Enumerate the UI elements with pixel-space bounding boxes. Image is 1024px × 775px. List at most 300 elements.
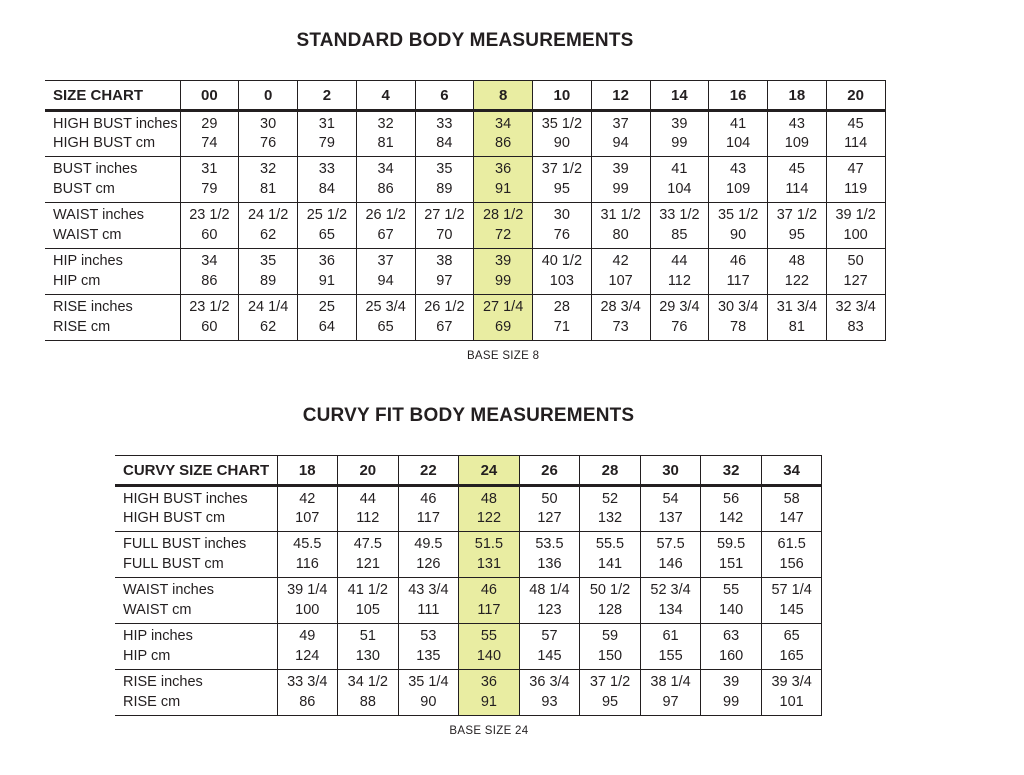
inches-value: 31 3/4 [776, 299, 818, 315]
cm-value: 62 [260, 226, 277, 243]
measurement-label-cell [115, 486, 277, 532]
inches-value: 25 3/4 [365, 299, 406, 315]
inches-value: 33 [436, 115, 453, 132]
measurement-value-cell [519, 670, 580, 716]
inches-value: 49 [299, 628, 316, 644]
cm-value: 147 [779, 510, 804, 526]
size-chart-header-label: CURVY SIZE CHART [115, 456, 277, 486]
measurement-label-cell [115, 532, 277, 578]
size-header-cell: 20 [826, 81, 885, 111]
inches-value: 48 1/4 [529, 582, 570, 598]
measurement-value-cell [709, 249, 768, 295]
inches-value: 40 1/2 [541, 253, 583, 269]
measurement-value-cell [761, 578, 822, 624]
inches-value: 39 3/4 [771, 674, 812, 690]
inches-value: 29 3/4 [659, 299, 700, 315]
measurement-value-cell [519, 486, 580, 532]
inches-value: 45.5 [293, 536, 322, 552]
measurement-value-cell [298, 111, 357, 157]
measurement-value-cell [398, 578, 459, 624]
measurement-label-cell [45, 249, 180, 295]
measurement-row [45, 111, 885, 157]
inches-value: 28 3/4 [600, 299, 641, 315]
measurement-value-cell [398, 624, 459, 670]
measurement-value-cell [768, 295, 827, 341]
cm-value: 107 [608, 272, 633, 289]
cm-value: 67 [436, 318, 453, 335]
inches-value: 41 [671, 161, 688, 177]
inches-value: 30 3/4 [717, 299, 759, 315]
measurement-value-cell [338, 624, 399, 670]
measurement-value-cell [398, 532, 459, 578]
measurement-label-cell [115, 670, 277, 716]
cm-value: 81 [377, 135, 394, 151]
inches-value: 34 [495, 115, 512, 132]
inches-value: 37 [377, 253, 394, 269]
size-header-cell: 12 [591, 81, 650, 111]
cm-value: 80 [612, 226, 629, 243]
cm-value: 135 [416, 647, 441, 664]
measurement-value-cell [180, 111, 239, 157]
measurement-label-cm: WAIST cm [123, 601, 192, 618]
inches-value: 41 [730, 115, 747, 132]
measurement-value-cell [180, 249, 239, 295]
measurement-row [115, 578, 822, 624]
inches-value: 53 [420, 628, 437, 644]
measurement-value-cell [640, 532, 701, 578]
inches-value: 61 [662, 628, 679, 644]
measurement-value-cell [239, 111, 298, 157]
inches-value: 23 1/2 [189, 299, 230, 315]
curvy-size-table-host [0, 455, 1024, 716]
cm-value: 136 [537, 555, 562, 572]
cm-value: 65 [377, 318, 394, 335]
inches-value: 37 1/2 [541, 161, 583, 177]
cm-value: 84 [318, 180, 335, 197]
measurement-value-cell [580, 532, 641, 578]
measurement-value-cell [826, 157, 885, 203]
cm-value: 132 [597, 510, 623, 526]
measurement-value-cell [356, 295, 415, 341]
cm-value: 124 [295, 647, 320, 664]
measurement-value-cell [591, 249, 650, 295]
cm-value: 134 [658, 601, 683, 618]
inches-value: 32 [377, 115, 394, 132]
measurement-value-cell [650, 295, 709, 341]
inches-value: 28 1/2 [482, 207, 524, 223]
inches-value: 39 [495, 253, 512, 269]
cm-value: 142 [719, 510, 744, 526]
measurement-value-cell [768, 157, 827, 203]
measurement-value-cell [338, 486, 399, 532]
measurement-value-cell [180, 203, 239, 249]
measurement-value-cell [761, 486, 822, 532]
size-header-row [115, 456, 822, 486]
cm-value: 126 [416, 555, 441, 572]
inches-value: 52 [601, 490, 619, 507]
inches-value: 32 3/4 [835, 299, 876, 315]
cm-value: 156 [779, 555, 804, 572]
cm-value: 86 [201, 272, 218, 289]
inches-value: 38 [436, 253, 453, 269]
inches-value: 26 1/2 [424, 299, 465, 315]
cm-value: 89 [260, 272, 277, 289]
measurement-value-cell [826, 111, 885, 157]
measurement-label-cell [45, 203, 180, 249]
measurement-value-cell [239, 295, 298, 341]
measurement-value-cell [415, 203, 474, 249]
size-header-cell: 30 [640, 456, 701, 486]
measurement-label-cm: HIGH BUST cm [53, 135, 156, 151]
measurement-value-cell [338, 670, 399, 716]
measurement-label-inches: HIGH BUST inches [53, 115, 178, 132]
cm-value: 127 [843, 272, 868, 289]
inches-value: 54 [662, 490, 679, 507]
inches-value: 35 1/2 [717, 207, 759, 223]
cm-value: 97 [662, 693, 679, 710]
inches-value: 45 [788, 161, 805, 177]
inches-value: 36 [318, 253, 335, 269]
measurement-value-cell [709, 111, 768, 157]
measurement-value-cell [826, 203, 885, 249]
cm-value: 90 [553, 135, 570, 151]
size-header-cell: 10 [533, 81, 592, 111]
cm-value: 105 [355, 601, 380, 618]
measurement-value-cell [277, 624, 338, 670]
measurement-label-cell [115, 578, 277, 624]
measurement-value-cell [591, 157, 650, 203]
cm-value: 100 [295, 601, 320, 618]
inches-value: 57 1/4 [771, 582, 812, 598]
measurement-value-cell [474, 249, 533, 295]
measurement-value-cell [338, 578, 399, 624]
inches-value: 35 [436, 161, 453, 177]
cm-value: 88 [359, 693, 376, 710]
cm-value: 122 [476, 510, 502, 526]
size-header-cell: 4 [356, 81, 415, 111]
size-header-cell: 6 [415, 81, 474, 111]
measurement-value-cell [239, 157, 298, 203]
inches-value: 27 1/2 [424, 207, 465, 223]
measurement-value-cell [356, 249, 415, 295]
cm-value: 137 [658, 510, 683, 526]
inches-value: 31 1/2 [600, 207, 641, 223]
cm-value: 104 [726, 135, 751, 151]
inches-value: 61.5 [777, 536, 806, 552]
measurement-row [115, 624, 822, 670]
size-header-cell: 24 [459, 456, 520, 486]
inches-value: 59.5 [716, 536, 746, 552]
cm-value: 145 [537, 647, 562, 664]
cm-value: 99 [495, 272, 512, 289]
size-chart-header-label: SIZE CHART [45, 81, 180, 111]
cm-value: 71 [553, 318, 570, 335]
inches-value: 39 1/2 [835, 207, 876, 223]
size-header-cell: 18 [277, 456, 338, 486]
measurement-value-cell [533, 203, 592, 249]
cm-value: 146 [658, 555, 683, 572]
measurement-label-inches: BUST inches [53, 161, 138, 177]
measurement-value-cell [519, 532, 580, 578]
inches-value: 47.5 [353, 536, 382, 552]
cm-value: 70 [436, 226, 453, 243]
measurement-value-cell [709, 203, 768, 249]
cm-value: 101 [779, 693, 804, 710]
inches-value: 59 [601, 628, 619, 644]
measurement-value-cell [398, 486, 459, 532]
measurement-label-inches: WAIST inches [123, 582, 215, 598]
cm-value: 90 [420, 693, 437, 710]
measurement-value-cell [180, 157, 239, 203]
cm-value: 99 [723, 693, 740, 710]
measurement-value-cell [701, 670, 762, 716]
cm-value: 90 [730, 226, 747, 243]
inches-value: 35 1/2 [541, 115, 583, 132]
inches-value: 30 [260, 115, 277, 132]
cm-value: 130 [355, 647, 380, 664]
cm-value: 83 [847, 318, 864, 335]
measurement-value-cell [459, 670, 520, 716]
inches-value: 55 [480, 628, 497, 644]
cm-value: 60 [201, 226, 218, 243]
measurement-value-cell [650, 203, 709, 249]
measurement-value-cell [761, 624, 822, 670]
inches-value: 45 [847, 115, 864, 132]
cm-value: 65 [318, 226, 335, 243]
cm-value: 85 [671, 226, 688, 243]
measurement-value-cell [640, 486, 701, 532]
measurement-value-cell [298, 157, 357, 203]
measurement-value-cell [474, 111, 533, 157]
inches-value: 44 [359, 490, 376, 507]
measurement-label-inches: RISE inches [123, 674, 203, 690]
inches-value: 27 1/4 [482, 299, 524, 315]
cm-value: 89 [436, 180, 453, 197]
size-header-cell: 14 [650, 81, 709, 111]
inches-value: 53.5 [535, 536, 564, 552]
cm-value: 100 [843, 226, 868, 243]
cm-value: 131 [476, 555, 502, 572]
measurement-label-cm: BUST cm [53, 180, 115, 197]
cm-value: 64 [318, 318, 335, 335]
measurement-label-cm: HIP cm [53, 272, 101, 289]
measurement-value-cell [709, 157, 768, 203]
cm-value: 119 [844, 180, 868, 197]
measurement-row [115, 670, 822, 716]
measurement-value-cell [580, 624, 641, 670]
inches-value: 39 1/4 [287, 582, 328, 598]
cm-value: 76 [260, 135, 277, 151]
measurement-value-cell [580, 486, 641, 532]
measurement-value-cell [239, 249, 298, 295]
measurement-label-inches: HIP inches [53, 253, 123, 269]
measurement-label-cell [45, 111, 180, 157]
measurement-label-inches: HIP inches [123, 628, 193, 644]
cm-value: 67 [377, 226, 394, 243]
inches-value: 57.5 [656, 536, 685, 552]
measurement-value-cell [356, 203, 415, 249]
inches-value: 46 [420, 490, 437, 507]
measurement-value-cell [356, 111, 415, 157]
size-header-cell: 20 [338, 456, 399, 486]
inches-value: 43 3/4 [408, 582, 449, 598]
measurement-value-cell [640, 578, 701, 624]
inches-value: 58 [783, 490, 800, 507]
cm-value: 141 [597, 555, 623, 572]
inches-value: 37 1/2 [776, 207, 818, 223]
inches-value: 33 1/2 [659, 207, 700, 223]
measurement-value-cell [356, 157, 415, 203]
inches-value: 46 [480, 582, 497, 598]
measurement-value-cell [474, 157, 533, 203]
measurement-value-cell [459, 486, 520, 532]
inches-value: 36 [495, 161, 512, 177]
measurement-value-cell [533, 295, 592, 341]
measurement-value-cell [277, 486, 338, 532]
size-header-cell: 16 [709, 81, 768, 111]
inches-value: 50 [541, 490, 558, 507]
measurement-value-cell [277, 670, 338, 716]
cm-value: 109 [784, 135, 809, 151]
measurement-value-cell [761, 532, 822, 578]
measurement-value-cell [277, 578, 338, 624]
cm-value: 112 [667, 272, 691, 289]
measurement-label-cell [45, 295, 180, 341]
cm-value: 81 [260, 180, 277, 197]
cm-value: 112 [356, 510, 380, 526]
cm-value: 93 [541, 693, 558, 710]
cm-value: 103 [549, 272, 574, 289]
size-chart-table [45, 80, 886, 341]
cm-value: 151 [719, 555, 744, 572]
measurement-row [115, 486, 822, 532]
inches-value: 37 1/2 [589, 674, 631, 690]
size-header-cell: 22 [398, 456, 459, 486]
measurement-value-cell [533, 111, 592, 157]
inches-value: 35 [260, 253, 277, 269]
cm-value: 95 [788, 226, 805, 243]
cm-value: 145 [779, 601, 804, 618]
standard-chart-section [0, 30, 1024, 364]
inches-value: 42 [299, 490, 316, 507]
inches-value: 55 [723, 582, 740, 598]
inches-value: 43 [730, 161, 747, 177]
measurement-value-cell [298, 249, 357, 295]
measurement-label-cm: WAIST cm [53, 226, 122, 243]
measurement-value-cell [459, 532, 520, 578]
size-header-cell: 26 [519, 456, 580, 486]
inches-value: 50 [847, 253, 864, 269]
cm-value: 123 [537, 601, 562, 618]
inches-value: 25 1/2 [306, 207, 348, 223]
measurement-value-cell [826, 295, 885, 341]
inches-value: 38 1/4 [650, 674, 691, 690]
measurement-label-cm: FULL BUST cm [123, 555, 224, 572]
inches-value: 39 [671, 115, 688, 132]
curvy-chart-section [0, 405, 1024, 739]
measurement-value-cell [768, 249, 827, 295]
size-header-cell: 34 [761, 456, 822, 486]
size-header-cell: 00 [180, 81, 239, 111]
curvy-base-note: BASE SIZE 24 [449, 725, 529, 737]
measurement-value-cell [591, 203, 650, 249]
cm-value: 97 [436, 272, 453, 289]
cm-value: 84 [436, 135, 453, 151]
measurement-value-cell [768, 203, 827, 249]
measurement-value-cell [640, 670, 701, 716]
measurement-value-cell [533, 249, 592, 295]
inches-value: 33 3/4 [287, 674, 328, 690]
cm-value: 81 [788, 318, 805, 335]
cm-value: 86 [299, 693, 316, 710]
measurement-value-cell [701, 624, 762, 670]
cm-value: 109 [726, 180, 751, 197]
cm-value: 79 [318, 135, 335, 151]
measurement-label-cm: RISE cm [123, 693, 181, 710]
measurement-label-cm: HIP cm [123, 647, 171, 664]
cm-value: 127 [537, 510, 562, 526]
size-header-cell: 0 [239, 81, 298, 111]
cm-value: 107 [295, 510, 320, 526]
measurement-value-cell [180, 295, 239, 341]
measurement-value-cell [650, 111, 709, 157]
measurement-value-cell [239, 203, 298, 249]
inches-value: 36 3/4 [529, 674, 570, 690]
cm-value: 95 [553, 180, 570, 197]
measurement-row [45, 203, 885, 249]
inches-value: 46 [730, 253, 747, 269]
measurement-value-cell [701, 532, 762, 578]
inches-value: 43 [788, 115, 805, 132]
measurement-value-cell [474, 203, 533, 249]
inches-value: 28 [553, 299, 570, 315]
inches-value: 30 [553, 207, 570, 223]
cm-value: 111 [417, 601, 440, 618]
cm-value: 95 [601, 693, 619, 710]
measurement-value-cell [591, 111, 650, 157]
measurement-value-cell [298, 203, 357, 249]
cm-value: 155 [658, 647, 683, 664]
inches-value: 39 [723, 674, 740, 690]
inches-value: 42 [612, 253, 629, 269]
size-header-cell: 28 [580, 456, 641, 486]
cm-value: 114 [785, 180, 809, 197]
cm-value: 114 [844, 135, 868, 151]
inches-value: 31 [201, 161, 218, 177]
inches-value: 31 [318, 115, 335, 132]
cm-value: 60 [201, 318, 218, 335]
cm-value: 76 [671, 318, 688, 335]
measurement-value-cell [761, 670, 822, 716]
size-header-cell: 32 [701, 456, 762, 486]
inches-value: 57 [541, 628, 558, 644]
inches-value: 29 [201, 115, 218, 132]
cm-value: 160 [719, 647, 744, 664]
cm-value: 79 [201, 180, 218, 197]
inches-value: 24 1/4 [247, 299, 289, 315]
size-chart-table [115, 455, 822, 716]
inches-value: 25 [318, 299, 335, 315]
measurement-row [45, 157, 885, 203]
measurement-value-cell [826, 249, 885, 295]
measurement-value-cell [519, 624, 580, 670]
measurement-value-cell [591, 295, 650, 341]
measurement-row [45, 249, 885, 295]
inches-value: 50 1/2 [589, 582, 631, 598]
inches-value: 44 [671, 253, 688, 269]
measurement-label-cell [45, 157, 180, 203]
measurement-value-cell [459, 578, 520, 624]
